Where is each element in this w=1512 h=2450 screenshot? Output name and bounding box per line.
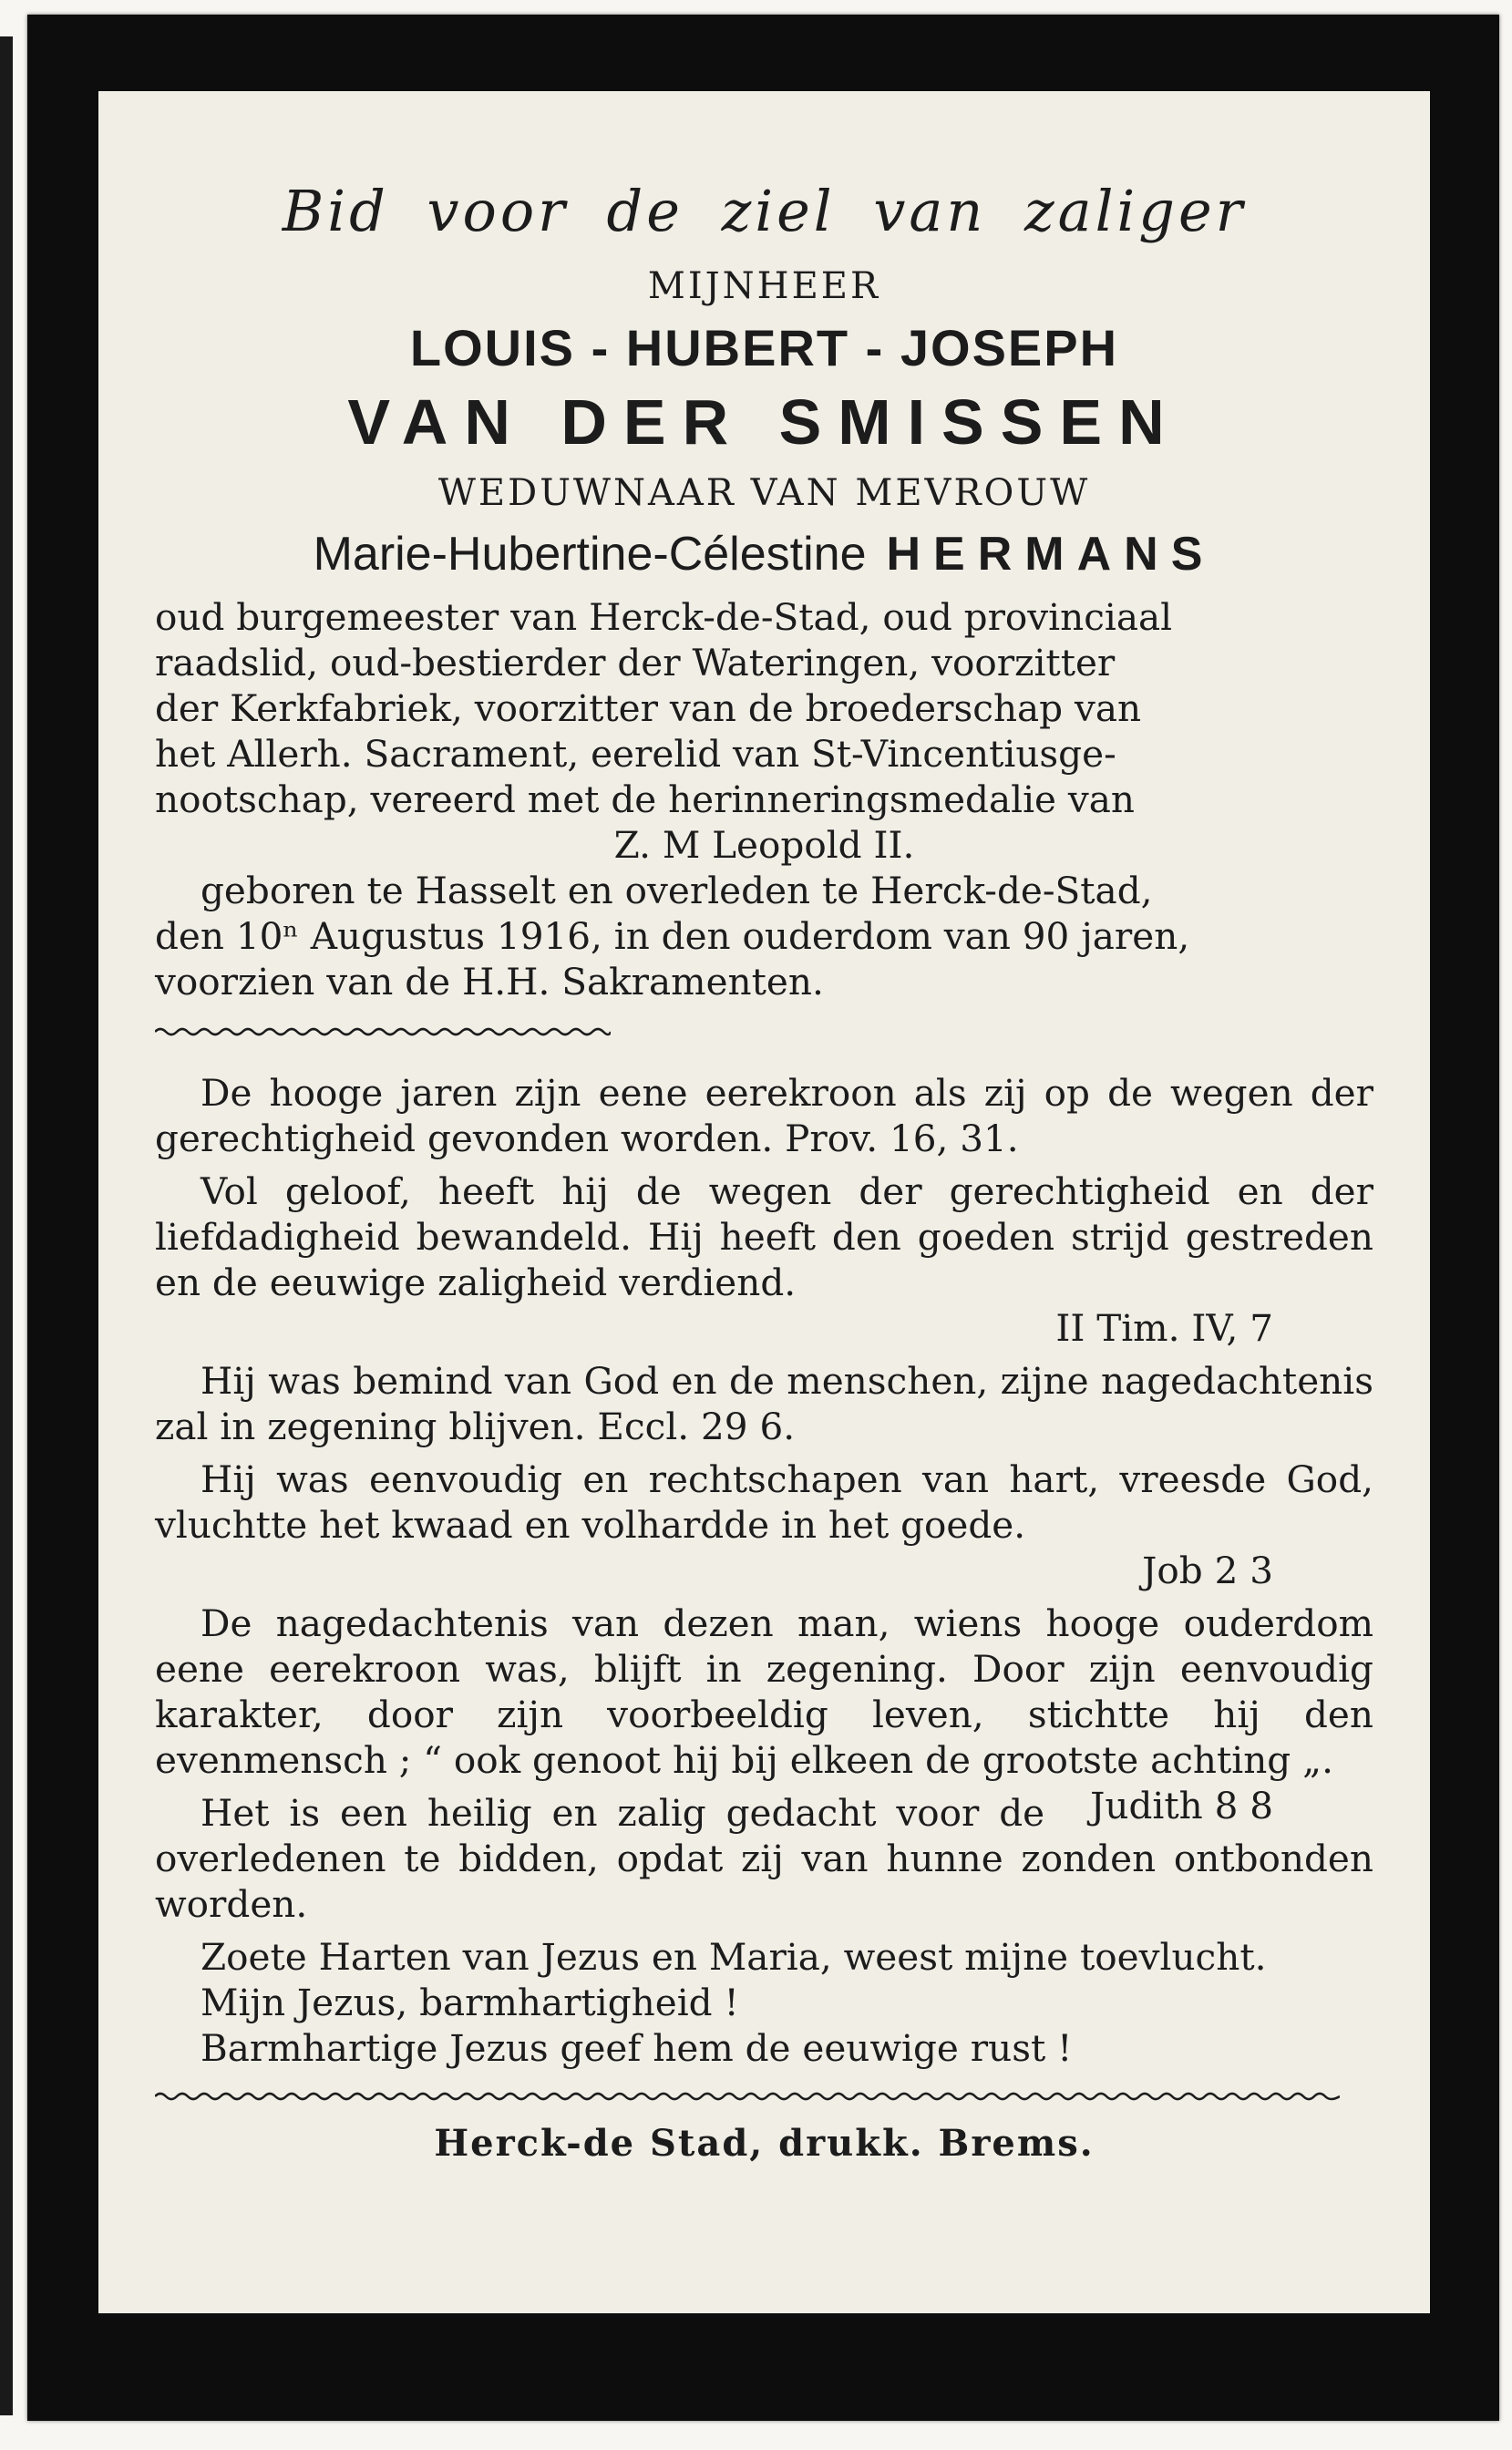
adjacent-card-edge xyxy=(0,36,13,2415)
bio-line: der Kerkfabriek, voorzitter van de broederschap van xyxy=(155,685,1142,730)
closing-invocations xyxy=(155,1934,1373,2071)
bio-line: het Allerh. Sacrament, eerelid van St-Vincentiusge- xyxy=(155,731,1116,776)
quote-tim: Vol geloof, heeft hij de wegen der gerechtigheid en der liefdadigheid bewandeld. Hij heeft den goeden strijd gestreden en de eeuwige zaligheid verdiend. xyxy=(155,1168,1373,1304)
closing-line: Mijn Jezus, barmhartigheid ! xyxy=(201,1980,739,2024)
birth-line: voorzien van de H.H. Sakramenten. xyxy=(155,959,824,1004)
quote-eccl: Hij was bemind van God en de menschen, zijne nagedachtenis zal in zegening blijven. Eccl. 29 6. xyxy=(155,1358,1373,1448)
quote-job: Hij was eenvoudig en rechtschapen van hart, vreesde God, vluchtte het kwaad en volhardde in het goede. xyxy=(155,1457,1373,1547)
spouse-name xyxy=(155,526,1373,582)
closing-line: Zoete Harten van Jezus en Maria, weest mijne toevlucht. xyxy=(201,1934,1267,1979)
memorial-card-border xyxy=(27,15,1499,2421)
closing-line: Barmhartige Jezus geef hem de eeuwige rust ! xyxy=(201,2025,1073,2070)
quote-ref-tim: II Tim. IV, 7 xyxy=(1055,1305,1273,1350)
wavy-divider-wide xyxy=(155,2091,1340,2102)
bio-line: raadslid, oud-bestierder der Wateringen, voorzitter xyxy=(155,640,1116,685)
bio-line: oud burgemeester van Herck-de-Stad, oud provinciaal xyxy=(155,594,1173,639)
quote-judith-text: De nagedachtenis van dezen man, wiens hooge ouderdom eene eerekroon was, blijft in zegening. Door zijn eenvoudig karakter, door zijn voorbeeldig leven, stichtte hij den evenmensch ; “ ook genoot hij bij elkeen de grootste achting „. xyxy=(155,1601,1373,1782)
deceased-first-names: LOUIS - HUBERT - JOSEPH xyxy=(409,319,1119,377)
spouse-surname: HERMANS xyxy=(886,528,1216,582)
quote-prayer-dead: Het is een heilig en zalig gedacht voor de overledenen te bidden, opdat zij van hunne zonden ontbonden worden. xyxy=(155,1790,1373,1926)
memorial-card-panel xyxy=(98,91,1430,2313)
bio-honour: Z. M Leopold II. xyxy=(613,822,915,867)
spouse-first-names: Marie-Hubertine-Célestine xyxy=(313,528,867,582)
birth-line: geboren te Hasselt en overleden te Herck-de-Stad, xyxy=(201,868,1153,912)
biography xyxy=(155,594,1373,1004)
widower-line: WEDUWNAAR VAN MEVROUW xyxy=(437,472,1091,515)
birth-line: den 10ⁿ Augustus 1916, in den ouderdom van 90 jaren, xyxy=(155,913,1190,958)
quote-judith xyxy=(155,1601,1373,1827)
printer-imprint: Herck-de Stad, drukk. Brems. xyxy=(434,2121,1095,2165)
bio-line: nootschap, vereerd met de herinneringsmedalie van xyxy=(155,777,1135,821)
honorific: MIJNHEER xyxy=(647,265,881,308)
deceased-surname: VAN DER SMISSEN xyxy=(347,386,1181,458)
wavy-divider xyxy=(155,1026,611,1037)
quote-ref-job: Job 2 3 xyxy=(1142,1548,1273,1592)
prayer-heading: Bid voor de ziel van zaliger xyxy=(282,178,1247,244)
quote-prov: De hooge jaren zijn eene eerekroon als zij op de wegen der gerechtigheid gevonden worden. Prov. 16, 31. xyxy=(155,1070,1373,1160)
quote-ref-judith: Judith 8 8 xyxy=(1090,1783,1273,1827)
